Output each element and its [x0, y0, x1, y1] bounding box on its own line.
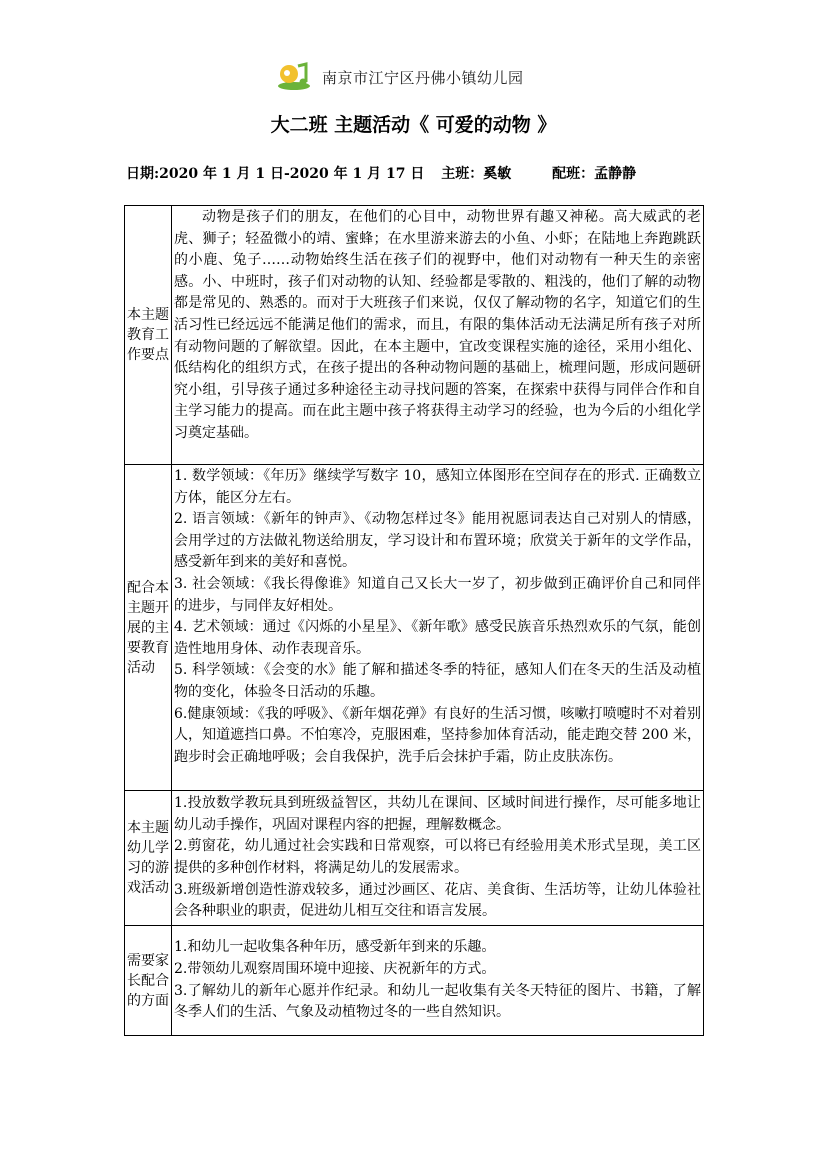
- list-item: 1.和幼儿一起收集各种年历，感受新年到来的乐趣。: [174, 939, 496, 956]
- table-row: [125, 206, 704, 465]
- list-item: 3.班级新增创造性游戏较多，通过沙画区、花店、美食街、生活坊等，让幼儿体验社会各种职业的职责，促进幼儿相互交往和语言发展。: [174, 881, 701, 920]
- row-label: 本主题教育工作要点: [125, 206, 172, 465]
- school-name: 南京市江宁区丹佛小镇幼儿园: [322, 68, 524, 87]
- list-item: 2.剪窗花，幼儿通过社会实践和日常观察，可以将已有经验用美术形式呈现，美工区提供的多种创作材料，将满足幼儿的发展需求。: [174, 838, 701, 876]
- list-item: 2. 语言领域：《新年的钟声》、《动物怎样过冬》能用祝愿词表达自己对别人的情感，会用学过的方法做礼物送给朋友，学习设计和布置环境；欣赏关于新年的文学作品，感受新年到来的美好和喜悦。: [174, 511, 701, 571]
- school-header: [276, 62, 524, 92]
- list-item: 1. 数学领域：《年历》继续学写数字 10，感知立体图形在空间存在的形式. 正确数立方体，能区分左右。: [174, 468, 701, 506]
- kindergarten-logo-icon: [276, 62, 312, 92]
- main-teacher: 主班：奚敏: [441, 166, 512, 182]
- page-title: 大二班 主题活动《 可爱的动物 》: [270, 114, 557, 136]
- list-item: 3. 社会领域：《我长得像谁》知道自己又长大一岁了，初步做到正确评价自己和同伴的进步，与同伴友好相处。: [174, 575, 701, 614]
- plan-table: [124, 205, 704, 1036]
- table-row: [125, 465, 704, 791]
- row-content: [172, 206, 704, 465]
- date-range: 日期:2020 年 1 月 1 日-2020 年 1 月 17 日: [126, 166, 425, 182]
- list-item: 2.带领幼儿观察周围环境中迎接、庆祝新年的方式。: [174, 960, 496, 977]
- list-item: 1.投放数学教玩具到班级益智区，共幼儿在课间、区域时间进行操作，尽可能多地让幼儿动手操作，巩固对课程内容的把握，理解数概念。: [174, 795, 701, 833]
- list-item: 6.健康领域：《我的呼吸》、《新年烟花弹》有良好的生活习惯，咳嗽打喷嚏时不对着别人，知道遮挡口鼻。不怕寒冷，克服困难，坚持参加体育活动，能走跑交替 200 米，跑步时会正确地呼吸；会自我保护，洗手后会抹护手霜，防止皮肤冻伤。: [174, 705, 701, 765]
- list-item: 5. 科学领域：《会变的水》能了解和描述冬季的特征，感知人们在冬天的生活及动植物的变化，体验冬日活动的乐趣。: [174, 662, 701, 700]
- list-item: 4. 艺术领域：通过《闪烁的小星星》、《新年歌》感受民族音乐热烈欢乐的气氛，能创造性地用身体、动作表现音乐。: [174, 619, 701, 657]
- row-content: [172, 791, 704, 926]
- row-label: 本主题幼儿学习的游戏活动: [125, 791, 172, 926]
- work-points-text: 动物是孩子们的朋友，在他们的心目中，动物世界有趣又神秘。高大威武的老虎、狮子；轻盈微小的靖、蜜蜂；在水里游来游去的小鱼、小虾；在陆地上奔跑跳跃的小鹿、兔子……动物始终生活在孩子们的视野中，他们对动物有一种天生的亲密感。小、中班时，孩子们对动物的认知、经验都是零散的、粗浅的，他们了解的动物都是常见的、熟悉的。而对于大班孩子们来说，仅仅了解动物的名字，知道它们的生活习性已经远远不能满足他们的需求，而且，有限的集体活动无法满足所有孩子对所有动物问题的了解欲望。因此，在本主题中，宜改变课程实施的途径，采用小组化、低结构化的组织方式，在孩子提出的各种动物问题的基础上，梳理问题，形成问题研究小组，引导孩子通过多种途径主动寻找问题的答案，在探索中获得与同伴合作和自主学习能力的提高。而在此主题中孩子将获得主动学习的经验，也为今后的小组化学习奠定基础。: [174, 209, 701, 441]
- row-content: [172, 926, 704, 1036]
- row-content: [172, 465, 704, 791]
- table-row: [125, 791, 704, 926]
- meta-line: [126, 163, 806, 183]
- table-row: [125, 926, 704, 1036]
- row-label: 需要家长配合的方面: [125, 926, 172, 1036]
- assistant-teacher: 配班：孟静静: [552, 166, 637, 182]
- list-item: 3.了解幼儿的新年心愿并作纪录。和幼儿一起收集有关冬天特征的图片、书籍，了解冬季人们的生活、气象及动植物过冬的一些自然知识。: [174, 982, 701, 1021]
- row-label: 配合本主题开展的主要教育活动: [125, 465, 172, 791]
